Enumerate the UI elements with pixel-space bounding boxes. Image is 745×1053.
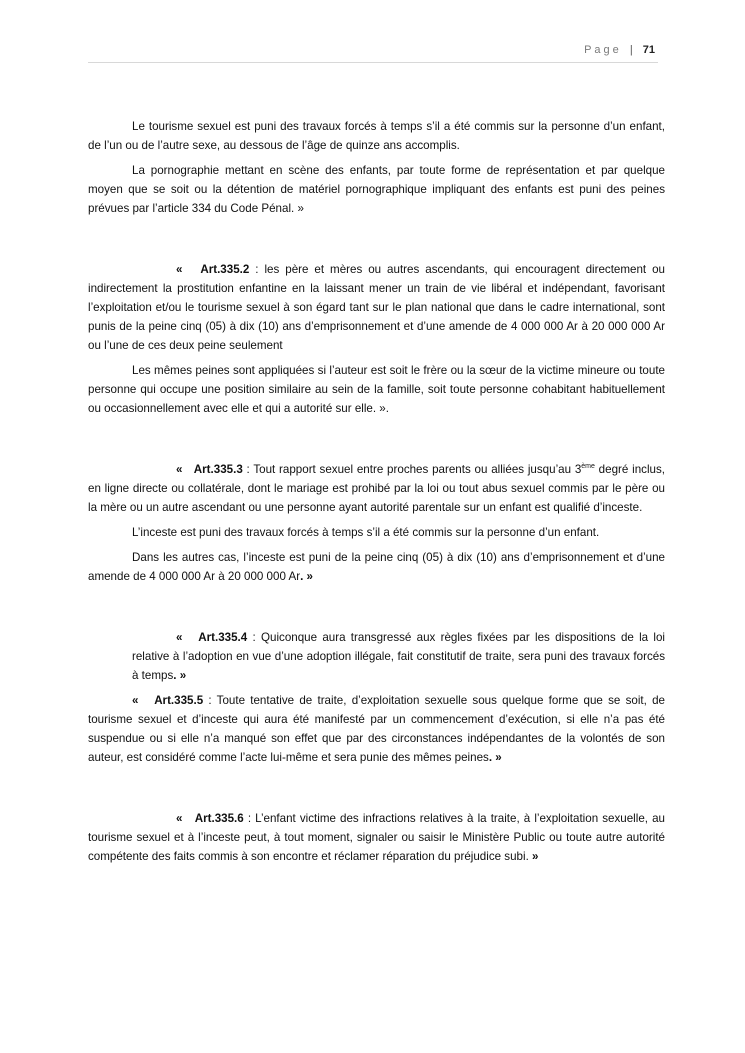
open-quote: «	[132, 694, 139, 707]
article-335-2-paragraph-2: Les mêmes peines sont appliquées si l’auteur est soit le frère ou la sœur de la victime mineure ou toute personne qui occupe une position similaire au sein de la famille, soit toute personne cohabitant habituellement ou occasionnellement avec elle et qui a autorité sur elle. ».	[88, 364, 665, 415]
header-rule	[88, 62, 658, 63]
article-335-2	[88, 260, 665, 355]
article-text: : les père et mères ou autres ascendants, qui encouragent directement ou indirectement la prostitution enfantine en la laissant mener un train de vie libéral et indépendant, favorisant l’exploitation et/ou le tourisme sexuel à son égard tant sur le plan national que dans le cadre international, sont punis de la peine cinq (05) à dix (10) ans d’emprisonnement et d’une amende de 4 000 000 Ar à 20 000 000 Ar ou l’une de ces deux peine seulement	[88, 263, 665, 352]
article-335-3	[88, 460, 665, 517]
article-text-a: : Tout rapport sexuel entre proches parents ou alliées jusqu’au 3	[242, 463, 582, 476]
article-label: Art.335.4	[198, 631, 248, 644]
paragraph-tourism-penalty: Le tourisme sexuel est puni des travaux forcés à temps s’il a été commis sur la personne d’un enfant, de l’un ou de l’autre sexe, au dessous de l’âge de quinze ans accomplis.	[88, 120, 665, 152]
open-quote: «	[176, 631, 183, 644]
article-text: : Toute tentative de traite, d’exploitation sexuelle sous quelque forme que se soit, de tourisme sexuel et d’inceste qui aura été manifesté par un commencement d’exécution, si elle n’a pas été suspendue ou si elle n’a manqué son effet que par des circonstances indépendantes de la volontés de son auteur, est considéré comme l’acte lui-même et sera punie des mêmes peines	[88, 694, 665, 764]
document-body	[88, 117, 665, 866]
article-text-b: degré inclus, en ligne directe ou collatérale, dont le mariage est prohibé par la loi ou tout abus sexuel commis par le père ou la mère ou un autre ascendant ou une personne ayant autorité parentale sur un enfant est qualifié d’inceste.	[88, 463, 665, 514]
paragraph-pornography: La pornographie mettant en scène des enfants, par toute forme de représentation et par quelque moyen que se soit ou la détention de matériel pornographique impliquant des enfants est puni des peines prévues par l’article 334 du Code Pénal. »	[88, 164, 665, 215]
page-separator: |	[629, 44, 633, 56]
page-number: 71	[642, 44, 655, 56]
open-quote: «	[176, 812, 183, 825]
page-label: Page	[584, 44, 622, 56]
article-335-4	[88, 628, 665, 685]
open-quote: «	[176, 263, 183, 276]
article-text: : Quiconque aura transgressé aux règles fixées par les dispositions de la loi relative à l’adoption en vue d’une adoption illégale, fait constitutif de traite, sera puni des travaux forcés à temps	[132, 631, 665, 682]
article-label: Art.335.5	[154, 694, 204, 707]
article-label: Art.335.3	[193, 463, 243, 476]
ordinal-superscript: ème	[581, 463, 595, 470]
close-quote: . »	[300, 570, 313, 583]
article-335-5	[88, 691, 665, 767]
close-quote: . »	[173, 669, 187, 682]
page-header	[584, 44, 655, 56]
article-335-6	[88, 809, 665, 866]
open-quote: «	[176, 463, 183, 476]
article-335-3-paragraph-3	[88, 548, 665, 586]
article-label: Art.335.6	[194, 812, 244, 825]
close-quote: . »	[488, 751, 502, 764]
article-335-3-paragraph-2: L’inceste est puni des travaux forcés à temps s’il a été commis sur la personne d’un enfant.	[132, 526, 600, 539]
article-text: Dans les autres cas, l’inceste est puni de la peine cinq (05) à dix (10) ans d’emprisonnement et d’une amende de 4 000 000 Ar à 20 000 000 Ar	[88, 551, 665, 583]
article-label: Art.335.2	[200, 263, 250, 276]
close-quote: »	[532, 850, 539, 863]
article-text: : L’enfant victime des infractions relatives à la traite, à l’exploitation sexuelle, au tourisme sexuel et à l’inceste peut, à tout moment, signaler ou saisir le Ministère Public ou toute autre autorité compétente des faits commis à son encontre et réclamer réparation du préjudice subi.	[88, 812, 665, 863]
